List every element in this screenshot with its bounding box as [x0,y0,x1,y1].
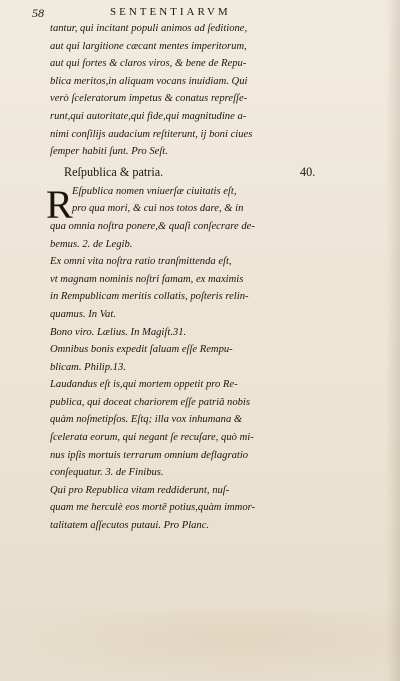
heading-number: 40. [300,164,316,179]
text-line: Laudandus eſt is,qui mortem oppetit pro Re- [50,379,238,391]
text-line: qua omnia noſtra ponere,& quaſi conſecrare de- [50,220,255,232]
text-line: pro qua mori, & cui nos totos dare, & in [72,203,244,215]
heading-title: Reſpublica & patria. [64,164,164,179]
text-line: runt,qui autoritate,qui fide,qui magnitudine a- [50,110,247,122]
page-edge-shadow [386,0,400,681]
text-line: conſequatur. 3. de Finibus. [50,467,164,479]
text-line: quàm noſmetipſos. Eſtq; illa vox inhumana & [50,414,243,426]
text-line: vt magnam nominis noſtri famam, ex maximis [50,273,244,285]
text-line: Ex omni vita noſtra ratio tranſmittenda eſt, [50,256,232,268]
text-line: ſcelerata eorum, qui negant ſe recuſare, quò mi- [50,432,254,444]
text-line: quamus. In Vat. [50,308,116,320]
text-line: bemus. 2. de Legib. [50,238,133,250]
text-line: tantur, qui incitant populi animos ad ſeditione, [50,23,248,34]
text-line: aut qui fortes & claros viros, & bene de Repu- [50,58,247,70]
text-line: nimi conſilijs audacium reſtiterunt, ij boni ciues [50,128,253,140]
page-stain [0,610,400,681]
text-line: Eſpublica nomen vniuerſæ ciuitatis eſt, [72,185,237,197]
text-line: verò ſceleratorum impetus & conatus repreſſe- [50,93,248,105]
text-line: aut qui largitione cæcant mentes imperitorum, [50,40,247,52]
text-line: quam me herculè eos mortē potius,quàm immor- [50,502,256,514]
text-line: Omnibus bonis expedit ſaluam eſſe Rempu- [50,344,233,356]
text-line: ſemper habiti ſunt. Pro Seſt. [50,146,168,158]
text-line: talitatem aſſecutos putaui. Pro Planc. [50,520,210,532]
text-line: Qui pro Republica vitam reddiderunt, nuſ- [50,484,230,496]
section-heading [50,161,368,183]
page-body [46,20,368,535]
text-line: publica, qui doceat chariorem eſſe patriā nobis [50,396,250,408]
text-line: in Rempublicam meritis collatis, poſteris relin- [50,291,249,303]
drop-cap: R [46,181,73,227]
text-line: Bono viro. Lælius. In Magiſt.31. [50,326,187,338]
text-line: blicam. Philip.13. [50,361,126,373]
page-number: 58 [32,6,44,20]
running-head: SENTENTIARVM [110,6,231,18]
text-line: blica meritos,in aliquam vocans inuidiam. Qui [50,75,248,87]
text-line: nus ipſis mortuis terrarum omnium deflagratio [50,449,249,461]
